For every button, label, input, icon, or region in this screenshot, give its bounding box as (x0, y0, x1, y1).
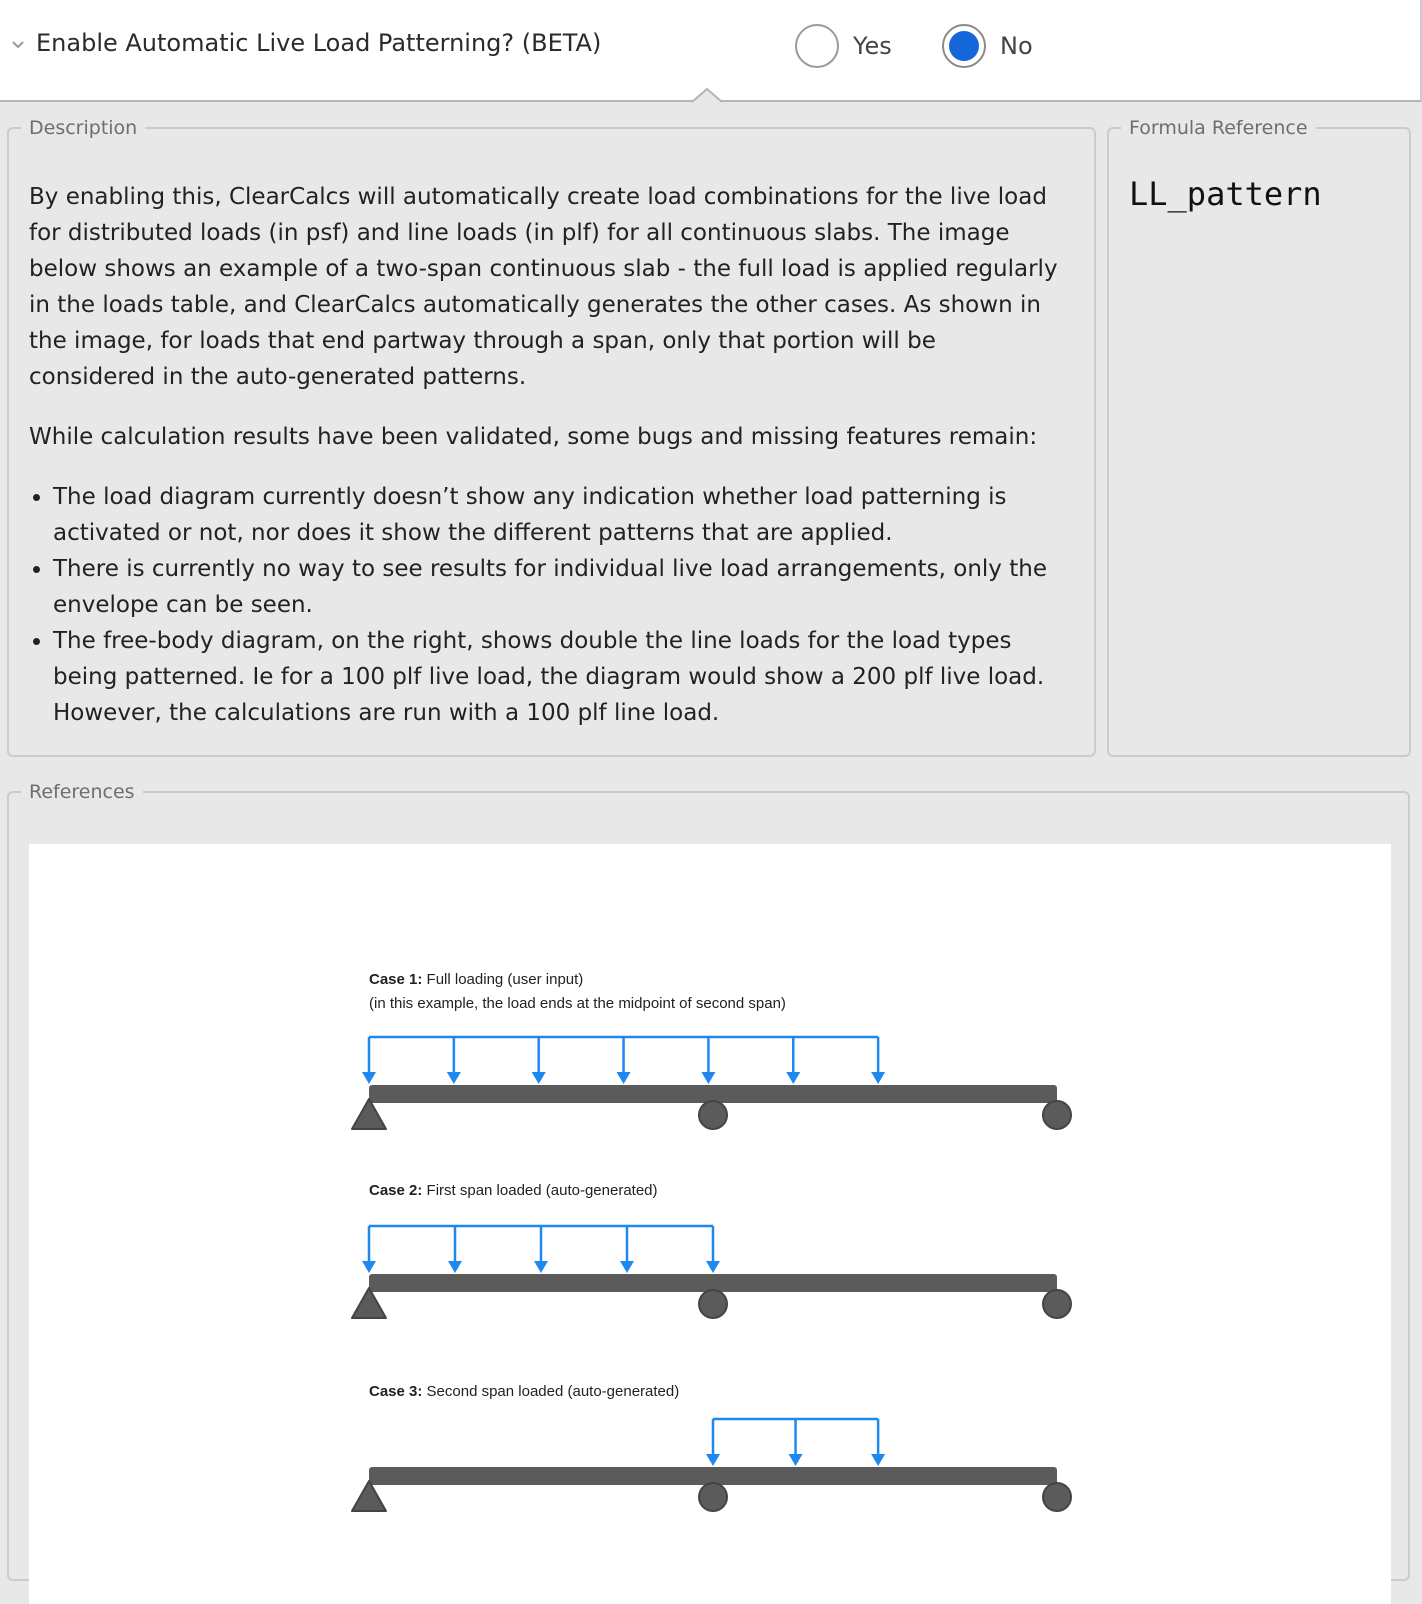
formula-code: LL_pattern (1129, 175, 1322, 213)
radio-option-yes[interactable] (795, 20, 892, 72)
roller-support (1043, 1483, 1071, 1511)
roller-support (699, 1483, 727, 1511)
references-legend: References (29, 781, 135, 803)
question-title: Enable Automatic Live Load Patterning? (BETA) (36, 29, 602, 57)
list-item: • The load diagram currently doesn’t show any indication whether load patterning is activated or not, nor does it show the different patterns that are applied. (53, 479, 1069, 551)
load-arrowhead (706, 1261, 720, 1273)
question-header (0, 0, 1422, 102)
radio-option-no[interactable] (942, 20, 1033, 72)
load-arrowhead (871, 1454, 885, 1466)
issues-list (29, 479, 1069, 731)
pin-support (352, 1099, 386, 1129)
case-title: Case 2: First span loaded (auto-generated) (369, 1182, 658, 1199)
load-arrowhead (617, 1072, 631, 1084)
load-arrowhead (620, 1261, 634, 1273)
load-arrowhead (448, 1261, 462, 1273)
formula-panel (1107, 117, 1411, 757)
description-paragraph: By enabling this, ClearCalcs will automatically create load combinations for the live load for distributed loads (in psf) and line loads (in plf) for all continuous slabs. The image below shows an example of a two-span continuous slab - the full load is applied regularly in the loads table, and ClearCalcs automatically generates the other cases. As shown in the image, for loads that end partway through a span, only that portion will be considered in the auto-generated patterns. (29, 184, 1058, 390)
description-paragraph: While calculation results have been validated, some bugs and missing features remain: (29, 424, 1038, 450)
radio-no-label[interactable]: No (1000, 32, 1033, 60)
load-arrowhead (532, 1072, 546, 1084)
radio-no[interactable] (942, 24, 986, 68)
roller-support (699, 1101, 727, 1129)
radio-yes-label[interactable]: Yes (853, 32, 892, 60)
roller-support (1043, 1101, 1071, 1129)
load-arrowhead (362, 1261, 376, 1273)
load-arrowhead (447, 1072, 461, 1084)
case-title: Case 1: Full loading (user input) (369, 971, 584, 988)
chevron-down-icon[interactable] (10, 36, 26, 52)
load-arrowhead (789, 1454, 803, 1466)
references-panel (7, 781, 1410, 1581)
roller-support (1043, 1290, 1071, 1318)
case-note: (in this example, the load ends at the midpoint of second span) (369, 995, 786, 1012)
description-panel (7, 117, 1096, 757)
load-arrowhead (706, 1454, 720, 1466)
load-arrowhead (534, 1261, 548, 1273)
pin-support (352, 1481, 386, 1511)
load-arrowhead (701, 1072, 715, 1084)
list-item: • There is currently no way to see results for individual live load arrangements, only the envelope can be seen. (53, 551, 1069, 623)
pin-support (352, 1288, 386, 1318)
description-legend: Description (29, 117, 138, 139)
load-arrowhead (786, 1072, 800, 1084)
load-pattern-diagram (29, 844, 1391, 1604)
panel-pointer (692, 88, 722, 104)
roller-support (699, 1290, 727, 1318)
load-arrowhead (871, 1072, 885, 1084)
load-arrowhead (362, 1072, 376, 1084)
list-item: • The free-body diagram, on the right, shows double the line loads for the load types being patterned. Ie for a 100 plf live load, the diagram would show a 200 plf live load. However, the calculations are run with a 100 plf line load. (53, 623, 1069, 731)
case-title: Case 3: Second span loaded (auto-generated) (369, 1383, 680, 1400)
reference-image (29, 844, 1391, 1604)
description-body (29, 179, 1069, 731)
formula-legend: Formula Reference (1129, 117, 1308, 139)
radio-yes[interactable] (795, 24, 839, 68)
